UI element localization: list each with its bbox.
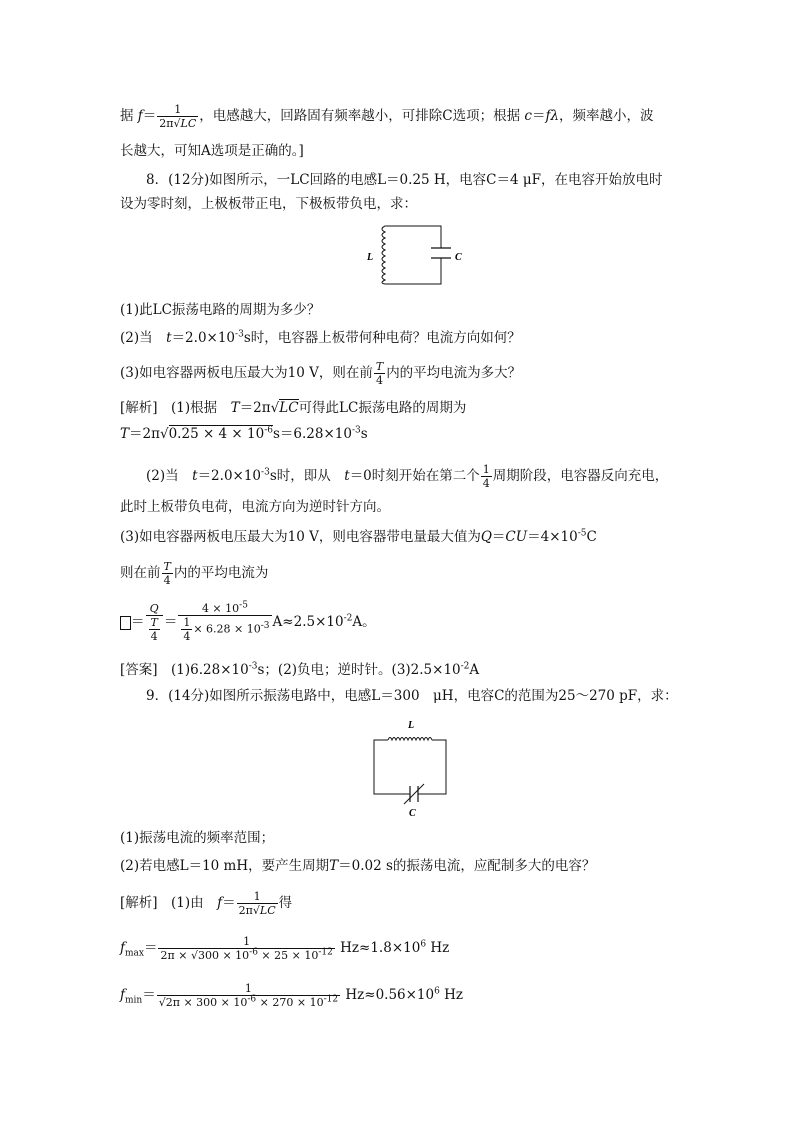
numerator (178, 602, 271, 615)
text: ＝2.0×10 (197, 468, 262, 484)
var: T (329, 858, 339, 874)
text: 4 × 10 (201, 602, 240, 615)
text: ＝ (491, 529, 506, 545)
text: s＝6.28×10 (273, 426, 352, 442)
text: [解析] (1)根据 (120, 400, 231, 416)
fraction (181, 616, 192, 643)
text: (3)如电容器两板电压最大为10 V，则在前 (120, 365, 373, 381)
numerator: T (163, 560, 171, 573)
text: 内的平均电流为 (173, 565, 269, 581)
text: × 270 × 10 (256, 996, 324, 1009)
q8-answer (120, 660, 479, 680)
fraction (157, 103, 198, 130)
text: 0.25 × 4 × 10 (168, 426, 265, 442)
denominator: 4 (183, 630, 191, 643)
text: ＝2π (129, 426, 160, 442)
fraction (162, 560, 173, 587)
radicand: LC (259, 904, 276, 917)
radicand: LC (279, 400, 299, 416)
var: T (120, 426, 130, 442)
denominator (178, 615, 271, 643)
denominator: 2π√LC (238, 904, 276, 917)
text: ，电感越大，回路固有频率越小，可排除C选项；根据 (199, 108, 525, 124)
denominator: 4 (374, 373, 385, 387)
q8-title: 8．(12分)如图所示，一LC回路的电感L＝0.25 H，电容C＝4 μF，在电容开始放电时 (146, 172, 663, 188)
q9-part1: (1)振荡电流的频率范围； (120, 830, 275, 846)
q9-title: 9．(14分)如图所示振荡电路中，电感L＝300 μH，电容C的范围为25～270 pF，求： (146, 688, 678, 704)
exponent: -6 (249, 947, 258, 958)
q8-solution-3 (146, 463, 668, 490)
var: c (524, 108, 532, 124)
numerator: 1 (174, 103, 182, 116)
text: A (469, 662, 480, 678)
text: s时，即从 (269, 468, 345, 484)
q8-solution-6 (120, 560, 268, 587)
text: ＝ (143, 940, 158, 956)
radicand: LC (180, 117, 197, 130)
numerator: 1 (244, 982, 252, 995)
q8-solution-7 (120, 602, 376, 643)
text: A。 (352, 614, 376, 630)
text: ＝ (142, 987, 156, 1003)
denominator: 2π√LC (159, 117, 197, 130)
var: Q (480, 529, 492, 545)
var: f (120, 987, 125, 1003)
var: t (192, 468, 198, 484)
numerator: 1 (482, 463, 490, 476)
numerator: Q (149, 602, 159, 615)
var: f (120, 940, 125, 956)
text: 2π × 300 × 10 (165, 996, 248, 1009)
text: ＝ (142, 108, 157, 124)
text: ＝2π (239, 400, 271, 416)
exponent: -6 (247, 994, 257, 1005)
var: f (217, 895, 223, 911)
exponent: 6 (420, 939, 427, 950)
denominator: 4 (482, 477, 490, 490)
subscript: max (125, 948, 144, 959)
text: A≈2.5×10 (272, 614, 344, 630)
wire (385, 226, 441, 248)
exponent: -12 (318, 947, 333, 958)
q8-solution-4: 此时上板带负电荷，电流方向为逆时针方向。 (120, 499, 390, 515)
current-symbol (120, 616, 131, 630)
var: f (137, 108, 143, 124)
exponent: 6 (434, 986, 440, 997)
text: ＝ (531, 108, 546, 124)
text: ＝0时刻开始在第二个 (349, 468, 480, 484)
numerator: T (375, 360, 384, 373)
exponent: -3 (261, 467, 270, 478)
var: T (230, 400, 240, 416)
text: (2)若电感L＝10 mH，要产生周期 (120, 858, 330, 874)
fraction (158, 935, 334, 962)
numerator: 1 (243, 935, 251, 948)
q9-solution-1 (120, 890, 292, 917)
lc-circuit-diagram (365, 222, 475, 292)
text: 2π × (160, 949, 191, 962)
exponent: -6 (264, 425, 273, 436)
text: Hz≈0.56×10 (341, 987, 435, 1003)
q8-part2 (120, 328, 521, 348)
q8-part3 (120, 360, 521, 387)
var: t (166, 330, 172, 346)
exponent: -5 (239, 600, 248, 611)
fraction (237, 890, 278, 917)
text: s时，电容器上板带何种电荷？电流方向如何？ (243, 330, 521, 346)
text: 2π (238, 904, 253, 917)
text: 内的平均电流为多大？ (386, 365, 522, 381)
q8-solution-1: [解析] (1)根据 T＝2π√LC可得此LC振荡电路的周期为 (120, 400, 467, 416)
q8-part1: (1)此LC振荡电路的周期为多少？ (120, 302, 321, 318)
text: 得 (278, 895, 293, 911)
wire (385, 258, 441, 284)
text: [答案] (1)6.28×10 (120, 662, 249, 678)
q9-solution-fmin (120, 982, 463, 1009)
text: ，频率越小，波 (559, 108, 654, 124)
text: 2π (159, 117, 174, 130)
text-line (120, 103, 654, 130)
radicand (169, 425, 273, 442)
q9-solution-fmax (120, 935, 449, 962)
var: fλ (545, 108, 560, 124)
denominator (146, 615, 163, 643)
denominator: $√2\pi \times 300 \times 10^{-6} \times 270 \times 10^{-12}$ (158, 994, 339, 1009)
label-L: L (367, 252, 374, 263)
variable-lc-circuit-diagram (372, 716, 456, 820)
text: ＝4×10 (527, 529, 578, 545)
exponent: -3 (235, 329, 244, 340)
exponent: -2 (460, 661, 470, 672)
subscript: min (125, 995, 143, 1006)
text: 周期阶段，电容器反向充电， (492, 468, 669, 484)
var: CU (505, 529, 528, 545)
fraction (157, 982, 340, 1009)
denominator: 4 (149, 629, 160, 643)
text: C (586, 529, 597, 545)
var: t (344, 468, 350, 484)
exponent: -12 (323, 994, 339, 1005)
text: (3)如电容器两板电压最大为10 V，则电容器带电量最大值为 (120, 529, 481, 545)
text: (2)当 (120, 330, 167, 346)
q8-solution-5 (120, 527, 597, 547)
text: 则在前 (120, 565, 161, 581)
numerator: T (150, 616, 158, 629)
text: Hz (439, 987, 464, 1003)
label-L: L (408, 720, 415, 731)
fraction (481, 463, 492, 490)
exponent: -3 (260, 620, 270, 631)
text: Hz (426, 940, 450, 956)
fraction (146, 602, 163, 643)
text: ＝0.02 s的振荡电流，应配制多大的电容？ (338, 858, 596, 874)
q8-solution-2: $T=2\pi√0.25 \times 4 \times 10^{-6}s=6.28\times 10^{-3}s$ (120, 425, 368, 442)
text: ＝ (222, 895, 236, 911)
text: 300 × 10 (197, 949, 250, 962)
exponent: -3 (248, 661, 258, 672)
label-C: C (409, 808, 416, 819)
inductor-coil (388, 738, 432, 741)
fraction (178, 602, 271, 643)
text: × 6.28 × 10 (193, 622, 261, 636)
text: × 25 × 10 (257, 949, 319, 962)
exponent: -3 (351, 425, 361, 436)
denominator: $2\pi \times √300 \times 10^{-6} \times 25 \times 10^{-12}$ (160, 947, 333, 962)
exponent: -5 (577, 528, 587, 539)
text: Hz≈1.8×10 (335, 940, 421, 956)
text-line: 长越大，可知A选项是正确的。] (120, 143, 304, 159)
exponent: -2 (343, 613, 353, 624)
text: s (360, 426, 368, 442)
radicand (166, 995, 338, 1009)
text: ＝ (163, 614, 178, 630)
text: (2)当 (146, 468, 193, 484)
text: ＝2.0×10 (171, 330, 236, 346)
fraction (374, 360, 385, 387)
radicand (198, 948, 333, 962)
numerator: 1 (183, 616, 191, 629)
fraction (149, 616, 160, 643)
denominator: 4 (162, 573, 173, 587)
text: 可得此LC振荡电路的周期为 (298, 400, 467, 416)
wire (374, 740, 410, 794)
text: s；(2)负电；逆时针。(3)2.5×10 (257, 662, 461, 678)
label-C: C (455, 252, 462, 263)
q9-part2 (120, 856, 595, 876)
text: ＝ (131, 614, 145, 630)
q8-title-cont: 设为零时刻，上极板带正电，下极板带负电，求： (120, 196, 417, 212)
text: 据 (120, 108, 138, 124)
inductor-coil (382, 226, 385, 284)
text: [解析] (1)由 (120, 895, 218, 911)
numerator: 1 (253, 890, 261, 903)
